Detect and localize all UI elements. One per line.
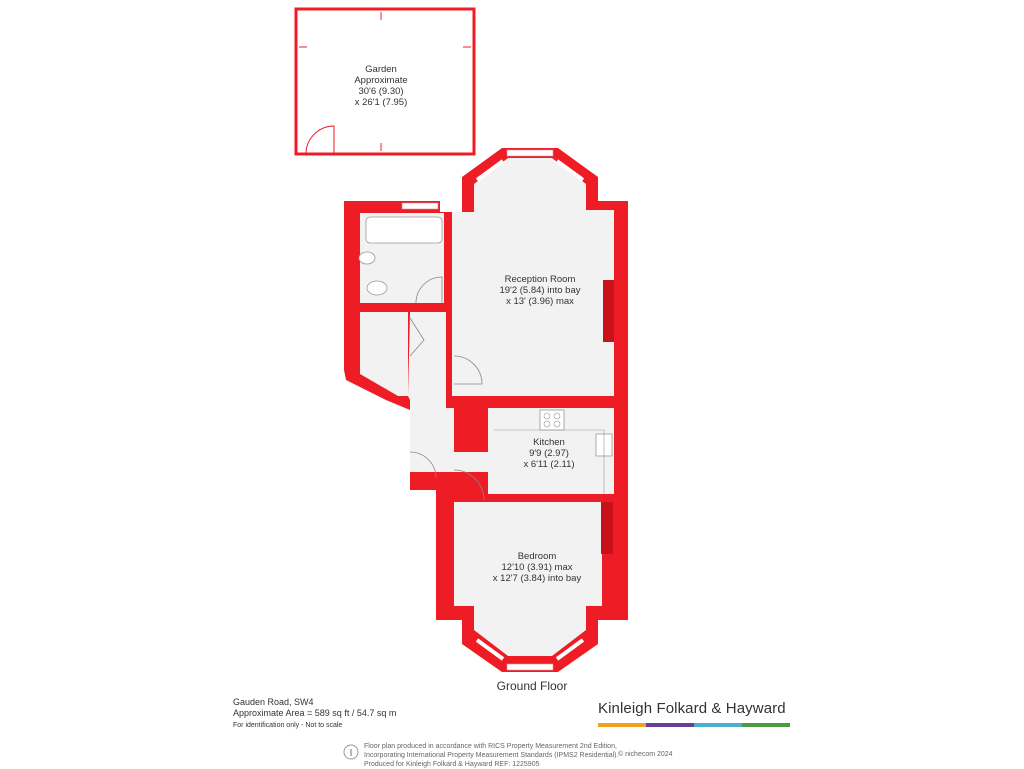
hob-icon <box>540 410 564 430</box>
address-street: Gauden Road, SW4 <box>233 697 314 707</box>
basin-icon <box>359 252 375 264</box>
brand-bar-blue <box>694 723 742 727</box>
toilet-icon <box>367 281 387 295</box>
bathtub-icon <box>366 217 442 243</box>
identification-note: For identification only - Not to scale <box>233 722 343 729</box>
footer-line-3: Produced for Kinleigh Folkard & Hayward REF: 1225905 <box>364 761 540 768</box>
garden-dim-1: 30'6 (9.30) <box>358 86 404 97</box>
approximate-area: Approximate Area = 589 sq ft / 54.7 sq m <box>233 708 397 718</box>
footer-line-2: Incorporating International Property Measurement Standards (IPMS2 Residential). <box>364 752 619 759</box>
brand-bar-green <box>742 723 790 727</box>
garden-label: Garden <box>365 64 397 75</box>
kitchen-dim-1: 9'9 (2.97) <box>529 448 569 459</box>
kitchen-label: Kitchen <box>533 437 565 448</box>
reception-label: Reception Room <box>504 274 576 285</box>
brand-color-bars <box>598 723 790 727</box>
bedroom-dim-2: x 12'7 (3.84) into bay <box>492 573 582 584</box>
footer-text <box>364 742 618 769</box>
bedroom-dim-1: 12'10 (3.91) max <box>501 562 573 573</box>
reception-dim-2: x 13' (3.96) max <box>506 296 574 307</box>
brand-bar-purple <box>646 723 694 727</box>
garden-dim-2: x 26'1 (7.95) <box>354 97 408 108</box>
reception-dim-1: 19'2 (5.84) into bay <box>499 285 581 296</box>
bedroom-label: Bedroom <box>517 551 557 562</box>
floor-label: Ground Floor <box>496 679 568 693</box>
brand-bar-orange <box>598 723 646 727</box>
footer-line-1: Floor plan produced in accordance with RICS Property Measurement 2nd Edition, <box>364 743 617 750</box>
brand-name: Kinleigh Folkard & Hayward <box>598 700 786 717</box>
garden-approx-label: Approximate <box>354 75 408 86</box>
garden-area <box>296 9 474 154</box>
kitchen-dim-2: x 6'11 (2.11) <box>523 459 575 470</box>
footer-copyright: © nichecom 2024 <box>618 751 673 758</box>
nichecom-logo-icon <box>343 743 359 765</box>
